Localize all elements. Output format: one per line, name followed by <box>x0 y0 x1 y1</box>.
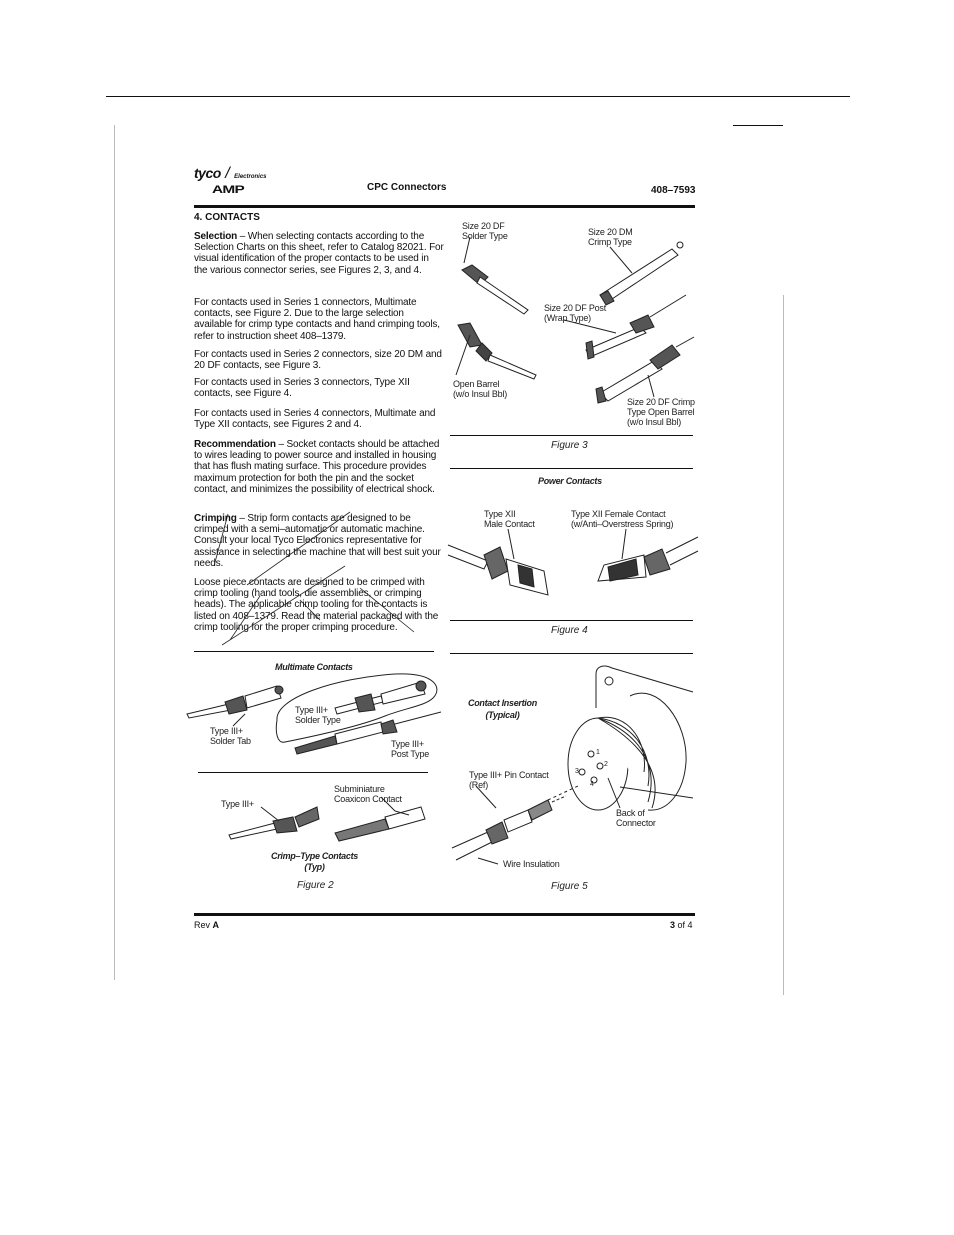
label-df-crimp: Size 20 DF Crimp Type Open Barrel (w/o Insul Bbl) <box>627 397 695 427</box>
label-open-barrel: Open Barrel (w/o Insul Bbl) <box>453 379 508 399</box>
label-post-type: Type III+ Post Type <box>391 739 430 759</box>
amp-logo: AMP <box>212 184 245 196</box>
figure5-caption: Figure 5 <box>551 881 588 892</box>
label-dm-crimp: Size 20 DM Crimp Type <box>588 227 633 247</box>
figure2-divider <box>198 772 428 773</box>
label-pin-contact: Type III+ Pin Contact (Ref) <box>469 770 549 790</box>
type3-crimp-contact <box>229 807 319 839</box>
paragraph-crimping: Crimping – Strip form contacts are designed to be crimped with a semi–automatic or automatic machine. Consult your local Tyco Electronics representative for assistance in selecting the machine that will best suit your needs. <box>194 513 441 569</box>
label-coax: Subminiature Coaxicon Contact <box>334 784 402 804</box>
figure2-title: Multimate Contacts <box>275 662 353 672</box>
logo-sub: Electronics <box>234 174 267 180</box>
label-female-contact: Type XII Female Contact (w/Anti–Overstress Spring) <box>571 509 674 529</box>
figure3-rule-bottom <box>450 468 693 469</box>
label-solder-type: Type III+ Solder Type <box>295 705 341 725</box>
rev-value: A <box>212 920 220 930</box>
pin-number-2: 2 <box>604 761 608 768</box>
left-bottom-rule <box>194 651 434 652</box>
lead-recommendation: Recommendation <box>194 439 276 450</box>
tyco-logo: tyco / Electronics <box>194 165 267 182</box>
figure2-drawing <box>185 668 445 768</box>
paragraph-series1: For contacts used in Series 1 connectors, Multimate contacts, see Figure 2. Due to the large selection available for crimp type contacts and hand crimping tools, refer to instruction sheet 408–1379. <box>194 297 440 342</box>
solder-type-contact <box>335 681 426 714</box>
logo-brand: tyco <box>194 165 221 181</box>
figure5-drawing <box>448 662 693 872</box>
figure3-rule-top <box>450 435 693 436</box>
pin-hole-3 <box>579 769 585 775</box>
paragraph-recommendation: Recommendation – Socket contacts should be attached to wires leading to power source and installed in housing that has flush mating surface. This procedure provides maximum protection for both the pin and the socket contact, and minimizes the possibility of electrical shock. <box>194 439 440 495</box>
label-df-post: Size 20 DF Post (Wrap Type) <box>544 303 607 323</box>
paragraph-series3: For contacts used in Series 3 connectors, Type XII contacts, see Figure 4. <box>194 377 410 400</box>
pin-number-1: 1 <box>596 749 600 756</box>
section-heading: 4. CONTACTS <box>194 212 260 223</box>
connector-drawing <box>568 666 693 810</box>
label-df-solder: Size 20 DF Solder Type <box>462 221 508 241</box>
label-male-contact: Type XII Male Contact <box>484 509 535 529</box>
male-contact-drawing <box>448 529 548 595</box>
figure4-rule-bottom <box>450 653 693 654</box>
page-current: 3 <box>670 920 676 930</box>
figure4-drawing <box>448 525 698 605</box>
figure2-subtitle: Crimp–Type Contacts (Typ) <box>271 851 358 872</box>
rev-label: Rev A <box>194 920 220 930</box>
post-type-contact <box>295 712 441 754</box>
lead-selection: Selection <box>194 231 238 242</box>
footer-rule <box>194 913 695 916</box>
figure5-title: Contact Insertion (Typical) <box>468 698 537 720</box>
lead-crimping: Crimping <box>194 513 237 524</box>
figure4-title: Power Contacts <box>538 476 602 486</box>
df-solder-contact <box>462 237 528 314</box>
doc-number: 408–7593 <box>651 185 696 196</box>
label-solder-tab: Type III+ Solder Tab <box>210 726 251 746</box>
paragraph-series4: For contacts used in Series 4 connectors, Multimate and Type XII contacts, see Figures 2 and 4. <box>194 408 436 431</box>
header-title: CPC Connectors <box>367 182 447 193</box>
page-number: 3 of 4 <box>670 920 693 930</box>
label-type3: Type III+ <box>221 799 254 809</box>
figure3-drawing <box>440 215 700 415</box>
solder-tab-contact <box>187 686 283 726</box>
label-wire-insulation: Wire Insulation <box>503 859 560 869</box>
paragraph-series2: For contacts used in Series 2 connectors, size 20 DM and 20 DF contacts, see Figure 3. <box>194 349 442 372</box>
figure2-caption: Figure 2 <box>297 880 334 891</box>
female-contact-drawing <box>598 529 698 581</box>
figure4-rule <box>450 620 693 621</box>
figure4-caption: Figure 4 <box>551 625 588 636</box>
pin-number-4: 4 <box>590 781 594 788</box>
dm-crimp-contact <box>600 242 683 305</box>
figure3-caption: Figure 3 <box>551 440 588 451</box>
figure2-crimp-drawing <box>225 805 435 845</box>
pin-hole-1 <box>588 751 594 757</box>
pin-hole-2 <box>597 763 603 769</box>
pin-number-3: 3 <box>575 768 579 775</box>
label-back-connector: Back of Connector <box>616 808 656 828</box>
open-barrel-contact <box>456 323 536 379</box>
paragraph-selection: Selection – When selecting contacts according to the Selection Charts on this sheet, refer to Catalog 82021. For visual identification of the proper contacts to be used in the various connector series, see Figures 2, 3, and 4. <box>194 231 444 276</box>
paragraph-loose-piece: Loose piece contacts are designed to be crimped with crimp tooling (hand tools, die assemblies, or crimping heads). The applicable crimp tooling for the contacts is listed on 408–1379. Read the material packaged with the crimp tooling for the proper crimping procedure. <box>194 577 439 633</box>
